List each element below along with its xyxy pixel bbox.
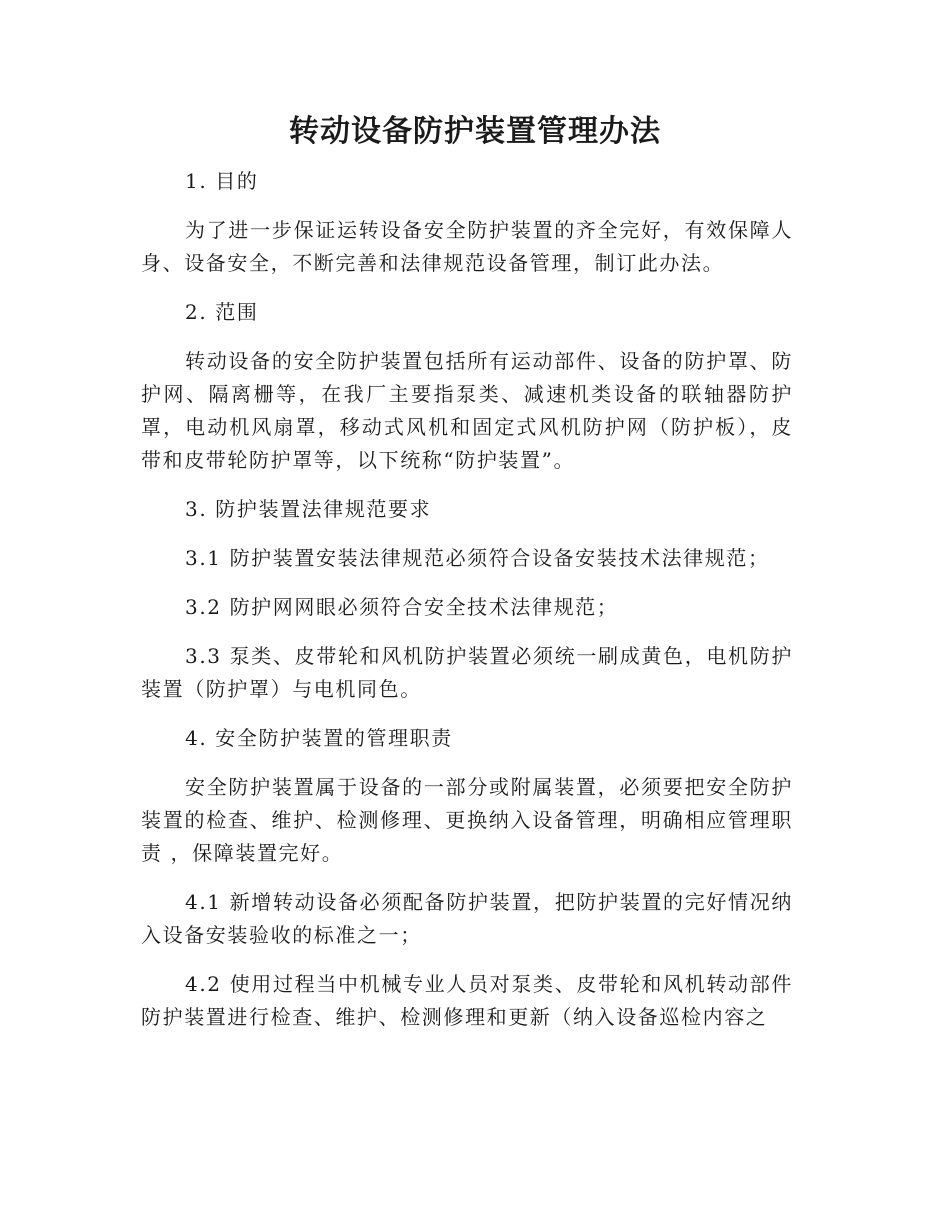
section-heading-scope: 2. 范围 (185, 300, 259, 324)
clause-3-1: 3.1 防护装置安装法律规范必须符合设备安装技术法律规范； (185, 546, 770, 570)
clause-4-1: 4.1 新增转动设备必须配备防护装置，把防护装置的完好情况纳入设备安装验收的标准之一； (141, 890, 793, 947)
paragraph-scope: 转动设备的安全防护装置包括所有运动部件、设备的防护罩、防护网、隔离栅等，在我厂主要指泵类、减速机类设备的联轴器防护罩，电动机风扇罩，移动式风机和固定式风机防护网（防护板），皮带和皮带轮防护罩等，以下统称“防护装置”。 (141, 349, 793, 472)
section-heading-purpose: 1. 目的 (185, 169, 259, 193)
clause-3-3: 3.3 泵类、皮带轮和风机防护装置必须统一刷成黄色，电机防护装置（防护罩）与电机同色。 (141, 644, 793, 701)
section-heading-responsibilities: 4. 安全防护装置的管理职责 (185, 726, 453, 750)
section-heading-requirements: 3. 防护装置法律规范要求 (185, 497, 432, 521)
paragraph-purpose: 为了进一步保证运转设备安全防护装置的齐全完好，有效保障人身、设备安全，不断完善和法律规范设备管理，制订此办法。 (141, 218, 793, 275)
document-body (141, 165, 793, 1050)
paragraph-responsibilities: 安全防护装置属于设备的一部分或附属装置，必须要把安全防护装置的检查、维护、检测修理、更换纳入设备管理，明确相应管理职责 ，保障装置完好。 (141, 775, 793, 865)
clause-4-2: 4.2 使用过程当中机械专业人员对泵类、皮带轮和风机转动部件防护装置进行检查、维护、检测修理和更新（纳入设备巡检内容之 (141, 972, 793, 1029)
document-title: 转动设备防护装置管理办法 (289, 114, 661, 149)
clause-3-2: 3.2 防护网网眼必须符合安全技术法律规范； (185, 595, 619, 619)
